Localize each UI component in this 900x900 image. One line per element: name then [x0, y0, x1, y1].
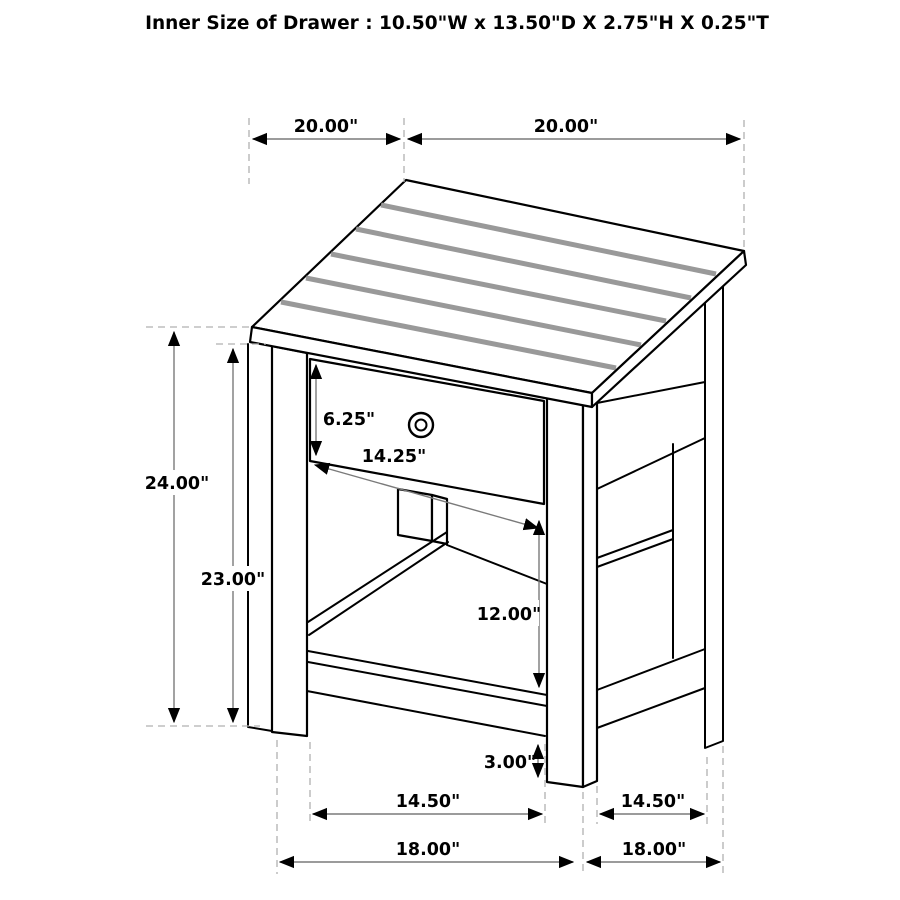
left-side-edge — [248, 344, 272, 731]
lower-shelf — [307, 651, 547, 736]
dim-side-leg-spacing — [600, 792, 704, 814]
dim-label: 3.00" — [483, 753, 537, 773]
back-right-leg — [705, 286, 723, 748]
dim-shelf-clearance — [477, 521, 541, 687]
dim-top-width-left — [253, 117, 400, 139]
dim-front-width-half — [280, 840, 573, 862]
dim-overall-height — [145, 332, 209, 722]
dim-label: 24.00" — [144, 474, 210, 494]
dim-label: 18.00" — [621, 840, 687, 860]
dim-label: 20.00" — [293, 117, 359, 137]
dim-front-leg-spacing — [313, 792, 542, 814]
front-left-leg — [272, 346, 307, 736]
right-side-panel — [597, 382, 705, 728]
dim-label: 23.00" — [200, 570, 266, 590]
front-right-leg — [547, 397, 597, 787]
dim-label: 12.00" — [476, 605, 542, 625]
dim-label: 14.50" — [620, 792, 686, 812]
dim-label: 6.25" — [322, 410, 376, 430]
dim-side-depth-half — [587, 840, 720, 862]
dim-label: 20.00" — [533, 117, 599, 137]
dim-top-width-right — [408, 117, 740, 139]
page-title: Inner Size of Drawer : 10.50"W x 13.50"D X 2.75"H X 0.25"T — [145, 13, 769, 34]
dim-height-under-top — [201, 349, 265, 722]
dim-bottom-clearance — [484, 745, 538, 777]
dim-label: 14.25" — [361, 447, 427, 467]
dim-label: 14.50" — [395, 792, 461, 812]
dim-label: 18.00" — [395, 840, 461, 860]
